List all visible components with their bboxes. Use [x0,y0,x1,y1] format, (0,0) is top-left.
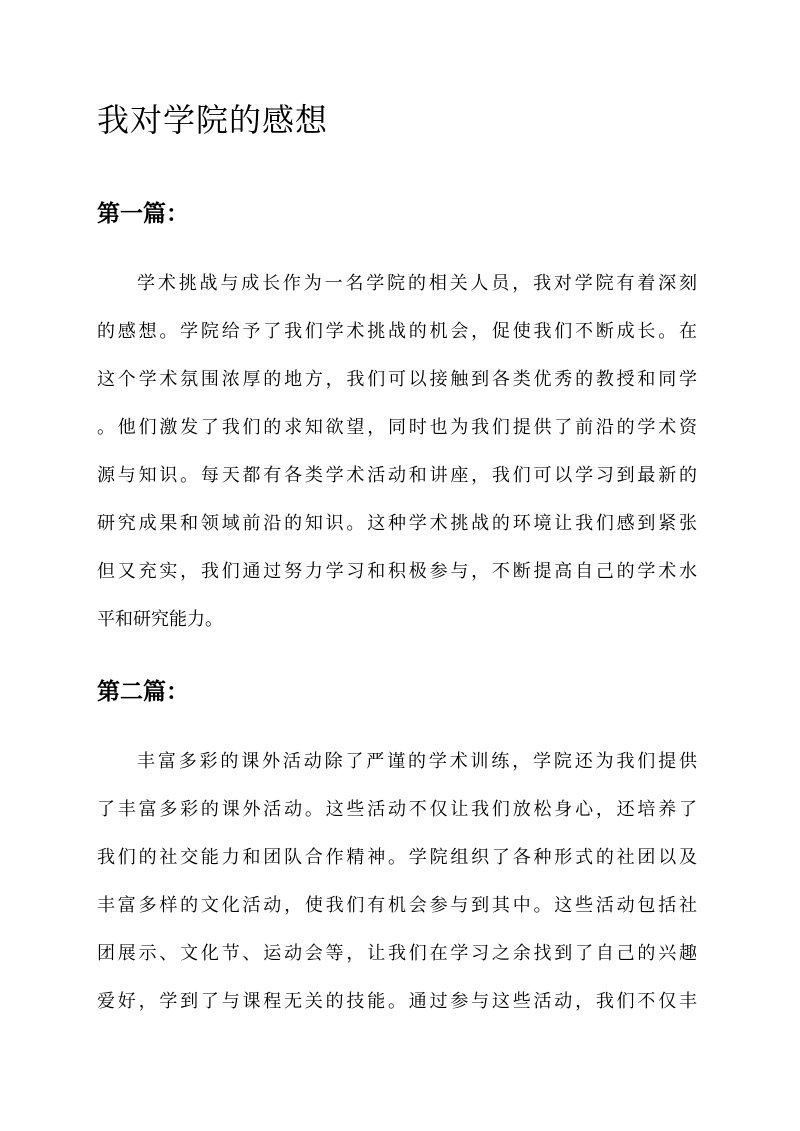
paragraph-line: 了丰富多彩的课外活动。这些活动不仅让我们放松身心，还培养了 [97,799,697,820]
paragraph-line: 学术挑战与成长作为一名学院的相关人员，我对学院有着深刻 [137,273,697,294]
section-heading-2: 第二篇： [97,678,189,705]
paragraph-line: 但又充实，我们通过努力学习和积极参与，不断提高自己的学术水 [97,561,697,582]
section-heading-1: 第一篇： [97,200,189,227]
paragraph-line: 平和研究能力。 [97,609,223,630]
document-title: 我对学院的感想 [97,101,329,139]
paragraph-line: 研究成果和领域前沿的知识。这种学术挑战的环境让我们感到紧张 [97,513,697,534]
paragraph-line: 爱好，学到了与课程无关的技能。通过参与这些活动，我们不仅丰 [97,991,697,1012]
paragraph-line: 这个学术氛围浓厚的地方，我们可以接触到各类优秀的教授和同学 [97,369,697,390]
section-body-1 [97,266,697,650]
paragraph-line: 源与知识。每天都有各类学术活动和讲座，我们可以学习到最新的 [97,465,697,486]
paragraph-line: 丰富多样的文化活动，使我们有机会参与到其中。这些活动包括社 [97,895,697,916]
paragraph-line: 。他们激发了我们的求知欲望，同时也为我们提供了前沿的学术资 [97,417,697,438]
paragraph-line: 团展示、文化节、运动会等，让我们在学习之余找到了自己的兴趣 [97,943,697,964]
paragraph-line: 我们的社交能力和团队合作精神。学院组织了各种形式的社团以及 [97,847,697,868]
paragraph-line: 丰富多彩的课外活动除了严谨的学术训练，学院还为我们提供 [137,751,697,772]
paragraph-line: 的感想。学院给予了我们学术挑战的机会，促使我们不断成长。在 [97,321,697,342]
section-body-2 [97,744,697,1032]
